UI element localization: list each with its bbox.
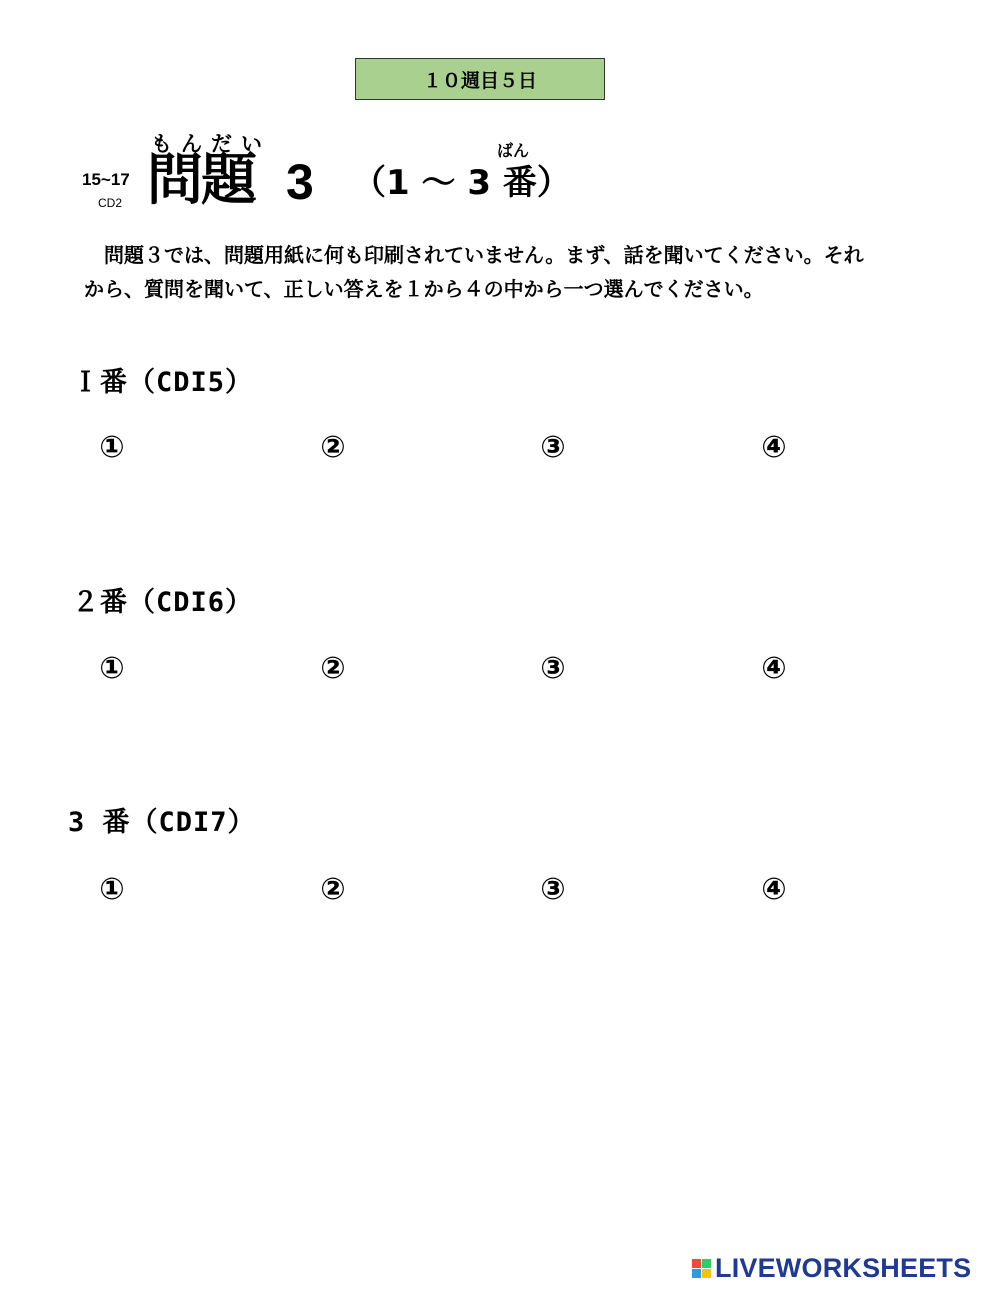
q1-choice-2[interactable]: ② xyxy=(320,430,346,465)
instructions-line-2: から、質問を聞いて、正しい答えを１から４の中から一つ選んでください。 xyxy=(84,277,764,301)
title-ruby: もんだい xyxy=(151,132,271,156)
brand-name: LIVEWORKSHEETS xyxy=(715,1253,972,1283)
section-range: （1 ～ 3 番） xyxy=(352,163,571,203)
q1-choice-1[interactable]: ① xyxy=(99,430,125,465)
q2-choice-3[interactable]: ③ xyxy=(540,651,566,686)
question-1-label: Ｉ番（CDI5） xyxy=(72,367,254,398)
cd-label: CD2 xyxy=(98,196,123,210)
question-2-label: ２番（CDI6） xyxy=(72,587,254,618)
week-day-badge: １０週目５日 xyxy=(355,58,605,100)
logo-cell-i xyxy=(702,1259,711,1268)
section-title: 問題 xyxy=(147,148,255,213)
q2-choice-1[interactable]: ① xyxy=(99,651,125,686)
section-number: 3 xyxy=(286,154,314,210)
liveworksheets-icon xyxy=(692,1259,711,1278)
brand-logo xyxy=(692,1253,971,1284)
instructions-line-1: 問題３では、問題用紙に何も印刷されていません。まず、話を聞いてください。それ xyxy=(104,243,864,267)
q3-choice-2[interactable]: ② xyxy=(320,872,346,907)
instructions xyxy=(84,238,944,306)
q1-choice-3[interactable]: ③ xyxy=(540,430,566,465)
q3-choice-3[interactable]: ③ xyxy=(540,872,566,907)
q2-choice-4[interactable]: ④ xyxy=(761,651,787,686)
logo-cell-l xyxy=(692,1259,701,1268)
logo-cell-v xyxy=(692,1269,701,1278)
q3-choice-4[interactable]: ④ xyxy=(761,872,787,907)
ban-ruby: ばん xyxy=(497,141,530,160)
logo-cell-e xyxy=(702,1269,711,1278)
track-range: 15~17 xyxy=(82,170,130,189)
question-3-label: 3 番（CDI7） xyxy=(68,807,256,838)
q2-choice-2[interactable]: ② xyxy=(320,651,346,686)
q1-choice-4[interactable]: ④ xyxy=(761,430,787,465)
q3-choice-1[interactable]: ① xyxy=(99,872,125,907)
